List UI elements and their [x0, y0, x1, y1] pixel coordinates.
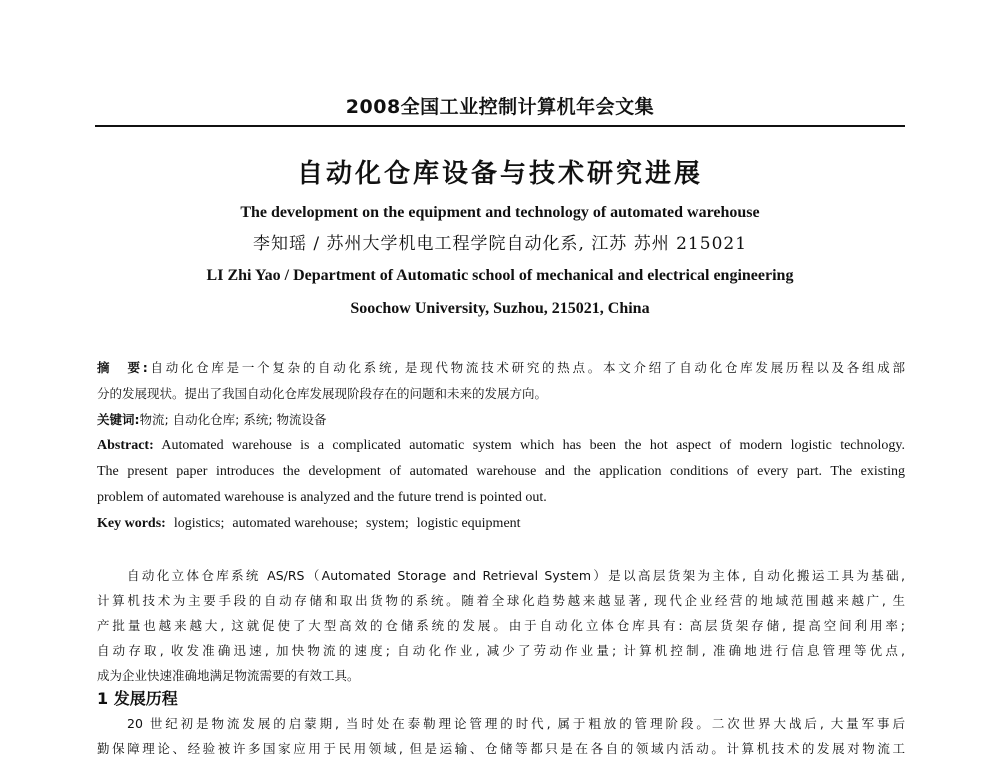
section1-line-2: 勤保障理论、经验被许多国家应用于民用领域, 但是运输、仓储等都只是在各自的领域内活动。计算机技术的发展对物流工 [97, 741, 905, 756]
keywords-zh-label: 关键词: [97, 412, 140, 427]
section1-line-1: 20 世纪初是物流发展的启蒙期, 当时处在泰勒理论管理的时代, 属于粗放的管理阶段。二次世界大战后, 大量军事后 [127, 716, 905, 731]
intro-line-1: 自动化立体仓库系统 AS/RS（Automated Storage and Retrieval System）是以高层货架为主体, 自动化搬运工具为基础, [127, 568, 905, 583]
paper-title-en: The development on the equipment and technology of automated warehouse [240, 204, 760, 221]
abstract-en-label: Abstract: [97, 438, 154, 453]
running-header: 2008全国工业控制计算机年会文集 [345, 96, 655, 118]
intro-line-3: 产批量也越来越大, 这就促使了大型高效的仓储系统的发展。由于自动化立体仓库具有: 高层货架存储, 提高空间利用率; [97, 618, 905, 633]
abstract-zh-line-1 [97, 358, 905, 378]
author-line-en: LI Zhi Yao / Department of Automatic school of mechanical and electrical engineering [206, 267, 794, 284]
abstract-zh-line-2: 分的发展现状。提出了我国自动化仓库发展现阶段存在的问题和未来的发展方向。 [97, 386, 548, 401]
abstract-en-line-2: The present paper introduces the development of automated warehouse and the application conditions of every part. The existing [97, 464, 905, 479]
header-rule [95, 125, 905, 127]
author-line-zh: 李知瑶 / 苏州大学机电工程学院自动化系, 江苏 苏州 215021 [252, 234, 748, 254]
keywords-en-label: Key words: [97, 516, 166, 531]
abstract-en-line-1 [97, 436, 905, 456]
section-heading-1: 1 发展历程 [97, 689, 178, 708]
keyword-item: logistics; [173, 516, 225, 531]
keywords-en [97, 514, 905, 534]
keyword-item: automated warehouse; [232, 516, 358, 531]
keyword-item: logistic equipment [416, 516, 521, 531]
abstract-zh-text: 自动化仓库是一个复杂的自动化系统, 是现代物流技术研究的热点。本文介绍了自动化仓库发展历程以及各组成部 [147, 360, 906, 375]
abstract-en-text: Automated warehouse is a complicated automatic system which has been the hot aspect of modern logistic technology. [161, 438, 905, 453]
affiliation-en: Soochow University, Suzhou, 215021, China [350, 300, 650, 317]
intro-line-5: 成为企业快速准确地满足物流需要的有效工具。 [97, 668, 360, 683]
abstract-en-line-3: problem of automated warehouse is analyzed and the future trend is pointed out. [97, 490, 547, 505]
intro-line-2: 计算机技术为主要手段的自动存储和取出货物的系统。随着全球化趋势越来越显著, 现代企业经营的地域范围越来越广, 生 [97, 593, 905, 608]
abstract-zh-label: 摘 要: [97, 360, 148, 375]
paper-title-zh: 自动化仓库设备与技术研究进展 [296, 159, 703, 189]
keywords-zh-text: 物流; 自动化仓库; 系统; 物流设备 [139, 412, 327, 427]
keyword-item: system; [365, 516, 409, 531]
intro-line-4: 自动存取, 收发准确迅速, 加快物流的速度; 自动化作业, 减少了劳动作业量; 计算机控制, 准确地进行信息管理等优点, [97, 643, 905, 658]
keywords-zh [97, 410, 905, 430]
